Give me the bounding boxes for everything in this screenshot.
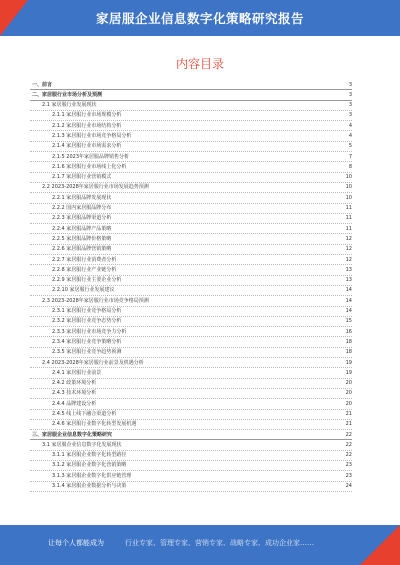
toc-entry-label: 3.1 家居服企业信息数字化发展现状 <box>42 441 122 448</box>
toc-entry[interactable] <box>30 214 352 224</box>
toc-entry-page: 23 <box>345 462 352 469</box>
toc-entry-label: 2.1.2 家居服行业市场结构分析 <box>52 122 122 129</box>
toc-entry-page: 24 <box>345 483 352 490</box>
toc-entry-page: 12 <box>345 235 352 242</box>
toc-entry[interactable] <box>30 173 352 183</box>
toc-entry-label: 一、前言 <box>32 81 53 88</box>
toc-entry-label: 2.4.1 家居服行业前景 <box>52 369 102 376</box>
toc-entry-label: 3.1.1 家居服企业数字化转型路径 <box>52 452 127 459</box>
toc-entry-page: 13 <box>345 277 352 284</box>
toc-entry-page: 3 <box>348 91 352 98</box>
toc-entry-label: 2.2.2 国内家居服品牌分布 <box>52 205 112 212</box>
toc-entry[interactable] <box>30 471 352 481</box>
report-title: 家居服企业信息数字化策略研究报告 <box>95 11 304 26</box>
toc-entry-page: 23 <box>345 472 352 479</box>
toc-entry-label: 2.4.4 品牌建设分析 <box>52 400 97 407</box>
toc-entry[interactable] <box>30 286 352 296</box>
toc-entry-page: 21 <box>345 411 352 417</box>
toc-entry-page: 15 <box>345 318 352 325</box>
toc-entry-label: 三、家居服企业信息数字化策略研究 <box>32 431 113 438</box>
toc-entry-label: 2.2.7 家居服行业消费者分析 <box>52 256 117 263</box>
toc-entry-page: 10 <box>345 184 352 191</box>
toc-entry-label: 2.2.3 家居服品牌渠道分析 <box>52 215 112 222</box>
toc-entry-page: 14 <box>345 287 352 294</box>
toc-entry-label: 2.4.2 政策环境分析 <box>52 380 97 387</box>
toc-entry-page: 12 <box>345 256 352 263</box>
toc-entry-label: 3.1.3 家居服企业数字化供应链管理 <box>52 472 132 479</box>
toc-entry[interactable] <box>30 204 352 214</box>
toc-entry[interactable] <box>30 410 352 420</box>
footer-subtitle: 行业专家、管理专家、营销专家、战略专家、成功企业家…… <box>125 539 314 547</box>
toc-entry-label: 2.2.10 家居服行业发展建议 <box>52 287 115 294</box>
toc-entry[interactable] <box>30 234 352 244</box>
report-footer <box>0 525 400 565</box>
toc-entry[interactable] <box>30 131 352 141</box>
toc-entry[interactable] <box>30 121 352 131</box>
toc-entry-page: 13 <box>345 266 352 273</box>
toc-entry-label: 2.1.6 家居服行业市场线上化分析 <box>52 163 127 170</box>
toc-entry-page: 3 <box>348 81 352 88</box>
toc-entry[interactable] <box>30 337 352 347</box>
toc-entry-page: 22 <box>345 431 352 438</box>
toc-entry[interactable] <box>30 317 352 327</box>
toc-entry[interactable] <box>30 430 352 440</box>
toc-entry-label: 2.4.3 技术环境分析 <box>52 390 97 397</box>
toc-entry[interactable] <box>30 358 352 368</box>
toc-entry[interactable] <box>30 276 352 286</box>
toc-entry-label: 2.1 家居服行业发展现状 <box>42 102 97 109</box>
toc-entry-label: 2.2.9 家居服行业主要企业分析 <box>52 277 122 284</box>
toc-entry[interactable] <box>30 101 352 111</box>
toc-entry-page: 22 <box>345 452 352 459</box>
toc-entry-label: 2.2 2023-2028年家居服行业市场发展趋势预测 <box>42 184 149 191</box>
toc-entry[interactable] <box>30 111 352 121</box>
toc-entry[interactable] <box>30 162 352 172</box>
toc-entry-page: 4 <box>348 132 352 139</box>
toc-entry-label: 2.3.5 家居服行业竞争趋势预测 <box>52 349 122 356</box>
toc-entry-page: 5 <box>348 143 352 150</box>
table-of-contents <box>30 80 352 492</box>
toc-entry[interactable] <box>30 255 352 265</box>
toc-entry-page: 8 <box>348 163 352 170</box>
toc-entry-page: 20 <box>345 400 352 407</box>
toc-entry-label: 2.3.2 家居服行业竞争态势分析 <box>52 318 122 325</box>
footer-slogan: 让每个人都能成为 <box>48 539 104 547</box>
toc-entry[interactable] <box>30 296 352 306</box>
toc-entry-label: 2.1.4 家居服行业市场需求分析 <box>52 143 122 150</box>
toc-heading: 内容目录 <box>175 57 224 71</box>
toc-entry-page: 22 <box>345 441 352 448</box>
toc-entry-page: 20 <box>345 390 352 397</box>
toc-entry-page: 12 <box>345 246 352 253</box>
toc-entry-label: 二、家居服行业市场分析及预测 <box>32 91 103 98</box>
toc-entry-page: 19 <box>345 369 352 376</box>
toc-entry[interactable] <box>30 193 352 203</box>
report-header <box>0 0 400 36</box>
toc-entry-label: 2.4.6 家居服行业数字化转型发展机遇 <box>52 421 137 428</box>
toc-entry[interactable] <box>30 420 352 430</box>
toc-entry[interactable] <box>30 451 352 461</box>
toc-entry-page: 21 <box>345 421 352 428</box>
toc-entry-label: 2.4 2023-2028年家居服行业前景及机遇分析 <box>42 359 144 366</box>
toc-entry-label: 2.2.6 家居服品牌营销策略 <box>52 246 112 253</box>
toc-entry-label: 2.1.1 家居服行业市场规模分析 <box>52 112 122 119</box>
toc-entry[interactable] <box>30 399 352 409</box>
toc-entry[interactable] <box>30 90 352 100</box>
toc-entry-label: 2.3 2023-2028年家居服行业市场竞争格局预测 <box>42 297 149 304</box>
toc-entry-label: 2.1.3 家居服行业市场竞争格局分析 <box>52 132 132 139</box>
toc-entry-page: 18 <box>345 349 352 356</box>
toc-entry-label: 2.2.8 家居服行业产业链分析 <box>52 266 117 273</box>
toc-entry-label: 2.4.5 线上线下融合渠道分析 <box>52 411 117 417</box>
toc-entry-label: 3.1.4 家居服企业数据分析与决策 <box>52 483 127 490</box>
toc-entry[interactable] <box>30 142 352 152</box>
toc-entry[interactable] <box>30 389 352 399</box>
toc-entry-page: 7 <box>348 153 352 160</box>
toc-entry-label: 2.3.4 家居服行业竞争策略分析 <box>52 338 122 345</box>
toc-entry[interactable] <box>30 152 352 162</box>
toc-entry-label: 3.1.2 家居服企业数字化营销策略 <box>52 462 127 469</box>
toc-entry-page: 16 <box>345 328 352 335</box>
toc-entry-label: 2.3.3 家居服行业市场竞争力分析 <box>52 328 127 335</box>
toc-entry-page: 14 <box>345 297 352 304</box>
toc-entry[interactable] <box>30 348 352 358</box>
toc-entry-page: 18 <box>345 338 352 345</box>
toc-entry-page: 14 <box>345 308 352 315</box>
toc-entry[interactable] <box>30 183 352 193</box>
toc-entry[interactable] <box>30 307 352 317</box>
toc-entry-page: 3 <box>348 112 352 119</box>
toc-entry[interactable] <box>30 327 352 337</box>
toc-entry[interactable] <box>30 379 352 389</box>
toc-entry-label: 2.2.5 家居服品牌价格策略 <box>52 235 112 242</box>
toc-entry-page: 11 <box>345 225 352 232</box>
toc-entry[interactable] <box>30 368 352 378</box>
toc-entry-label: 2.2.4 家居服品牌产品策略 <box>52 225 112 232</box>
toc-entry-label: 2.1.5 2023年家居服品牌销售分析 <box>52 153 130 160</box>
toc-entry[interactable] <box>30 80 352 90</box>
toc-entry[interactable] <box>30 461 352 471</box>
toc-entry-page: 3 <box>348 102 352 109</box>
toc-entry-page: 11 <box>345 205 352 212</box>
toc-entry-page: 10 <box>345 174 352 181</box>
toc-entry-page: 4 <box>348 122 352 129</box>
toc-entry-label: 2.3.1 家居服行业竞争格局分析 <box>52 308 122 315</box>
toc-entry[interactable] <box>30 440 352 450</box>
footer-red-accent <box>360 525 400 565</box>
toc-entry[interactable] <box>30 245 352 255</box>
toc-entry-page: 20 <box>345 380 352 387</box>
toc-entry-label: 2.1.7 家居服行业营销模式 <box>52 174 112 181</box>
toc-entry[interactable] <box>30 482 352 492</box>
toc-entry-page: 19 <box>345 359 352 366</box>
toc-entry-label: 2.2.1 家居服品牌发展现状 <box>52 194 112 201</box>
toc-entry-page: 10 <box>345 194 352 201</box>
toc-entry-page: 11 <box>345 215 352 222</box>
toc-entry[interactable] <box>30 224 352 234</box>
toc-entry[interactable] <box>30 265 352 275</box>
